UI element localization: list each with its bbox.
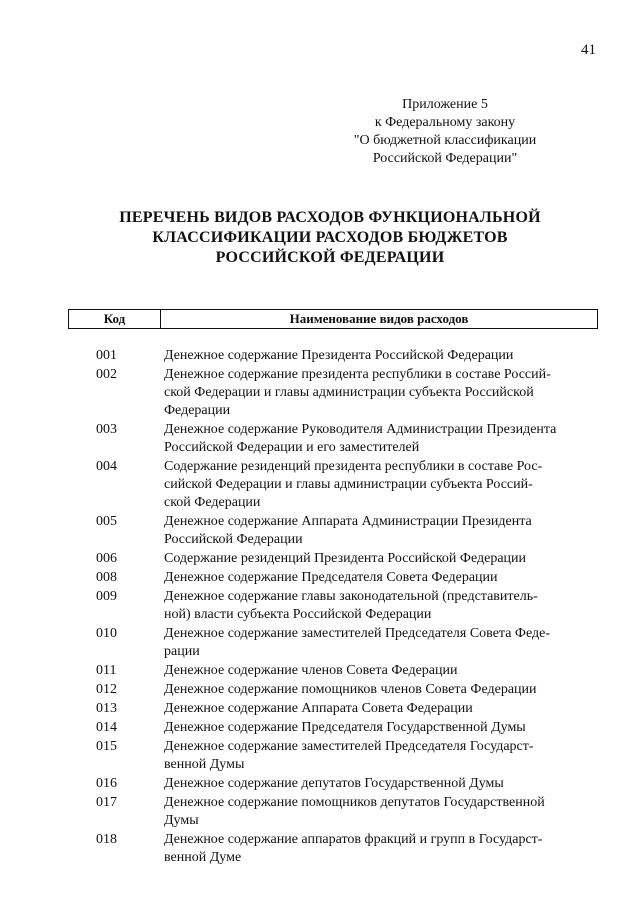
- row-name-line: Денежное содержание главы законодательной (представитель-: [164, 589, 538, 604]
- table-row: [96, 347, 596, 365]
- row-name-line: ской Федерации и главы администрации субъекта Российской: [164, 385, 534, 400]
- title-line: ПЕРЕЧЕНЬ ВИДОВ РАСХОДОВ ФУНКЦИОНАЛЬНОЙ: [119, 209, 541, 226]
- row-name-line: Денежное содержание президента республики в составе Россий-: [164, 367, 551, 382]
- row-name: [164, 458, 592, 512]
- expense-list: [96, 347, 596, 868]
- row-name-line: Денежное содержание Руководителя Администрации Президента: [164, 422, 557, 437]
- appendix-line: к Федеральному закону: [374, 115, 516, 130]
- row-name: [164, 513, 592, 549]
- row-code: 015: [96, 739, 117, 754]
- row-name-line: Денежное содержание помощников членов Совета Федерации: [164, 682, 537, 697]
- table-row: [96, 513, 596, 549]
- row-name-line: Федерации: [164, 403, 231, 418]
- row-code: 001: [96, 348, 117, 363]
- row-name: [164, 719, 592, 737]
- table-row: [96, 738, 596, 774]
- title-line: РОССИЙСКОЙ ФЕДЕРАЦИИ: [215, 249, 445, 266]
- row-name: [164, 700, 592, 718]
- row-name: [164, 662, 592, 680]
- table-row: [96, 662, 596, 680]
- row-name: [164, 366, 592, 420]
- row-name: [164, 569, 592, 587]
- row-name-line: Денежное содержание Председателя Совета Федерации: [164, 570, 498, 585]
- row-code: 003: [96, 422, 117, 437]
- table-row: [96, 775, 596, 793]
- row-code: 014: [96, 720, 117, 735]
- page-number: 41: [581, 42, 596, 58]
- row-name-line: венной Думы: [164, 757, 245, 772]
- row-code: 010: [96, 626, 117, 641]
- row-code: 016: [96, 776, 117, 791]
- table-header: [68, 309, 598, 329]
- table-row: [96, 719, 596, 737]
- row-name: [164, 831, 592, 867]
- row-name: [164, 794, 592, 830]
- row-name-line: Денежное содержание заместителей Председателя Совета Феде-: [164, 626, 551, 641]
- row-name-line: Содержание резиденций Президента Российской Федерации: [164, 551, 527, 566]
- row-name-line: Денежное содержание Президента Российской Федерации: [164, 348, 514, 363]
- row-name: [164, 421, 592, 457]
- row-name-line: Денежное содержание Аппарата Совета Федерации: [164, 701, 473, 716]
- table-row: [96, 794, 596, 830]
- appendix-line: Приложение 5: [402, 97, 488, 112]
- row-name: [164, 550, 592, 568]
- row-code: 012: [96, 682, 117, 697]
- row-name-line: сийской Федерации и главы администрации субъекта Россий-: [164, 477, 533, 492]
- row-name-line: Денежное содержание заместителей Председателя Государст-: [164, 739, 534, 754]
- table-row: [96, 366, 596, 420]
- row-code: 017: [96, 795, 117, 810]
- table-row: [96, 831, 596, 867]
- row-code: 008: [96, 570, 117, 585]
- row-name-line: Денежное содержание Аппарата Администрации Президента: [164, 514, 532, 529]
- appendix-line: Российской Федерации": [372, 151, 518, 166]
- row-code: 013: [96, 701, 117, 716]
- row-name-line: Денежное содержание помощников депутатов Государственной: [164, 795, 545, 810]
- row-name-line: Российской Федерации и его заместителей: [164, 440, 420, 455]
- row-name-line: Денежное содержание Председателя Государственной Думы: [164, 720, 526, 735]
- row-code: 005: [96, 514, 117, 529]
- row-name-line: рации: [164, 644, 200, 659]
- row-code: 002: [96, 367, 117, 382]
- row-name-line: Денежное содержание аппаратов фракций и групп в Государст-: [164, 832, 543, 847]
- title-line: КЛАССИФИКАЦИИ РАСХОДОВ БЮДЖЕТОВ: [152, 229, 508, 246]
- appendix-line: "О бюджетной классификации: [353, 133, 537, 148]
- row-name-line: ской Федерации: [164, 495, 261, 510]
- table-row: [96, 421, 596, 457]
- row-code: 018: [96, 832, 117, 847]
- table-row: [96, 588, 596, 624]
- table-row: [96, 681, 596, 699]
- table-row: [96, 550, 596, 568]
- appendix-note: [330, 96, 560, 168]
- document-title: [60, 208, 600, 268]
- row-name-line: Думы: [164, 813, 199, 828]
- table-row: [96, 625, 596, 661]
- row-name: [164, 738, 592, 774]
- row-name-line: венной Думе: [164, 850, 242, 865]
- row-name-line: ной) власти субъекта Российской Федерации: [164, 607, 432, 622]
- row-code: 004: [96, 459, 117, 474]
- row-name-line: Денежное содержание членов Совета Федерации: [164, 663, 458, 678]
- row-code: 009: [96, 589, 117, 604]
- row-name-line: Содержание резиденций президента республики в составе Рос-: [164, 459, 543, 474]
- row-code: 006: [96, 551, 117, 566]
- table-row: [96, 569, 596, 587]
- row-name: [164, 681, 592, 699]
- row-name: [164, 588, 592, 624]
- header-name: Наименование видов расходов: [289, 311, 469, 326]
- row-name: [164, 625, 592, 661]
- row-name-line: Российской Федерации: [164, 532, 303, 547]
- table-row: [96, 458, 596, 512]
- row-name: [164, 347, 592, 365]
- table-row: [96, 700, 596, 718]
- row-name: [164, 775, 592, 793]
- header-code: Код: [69, 310, 161, 328]
- row-code: 011: [96, 663, 117, 678]
- row-name-line: Денежное содержание депутатов Государственной Думы: [164, 776, 504, 791]
